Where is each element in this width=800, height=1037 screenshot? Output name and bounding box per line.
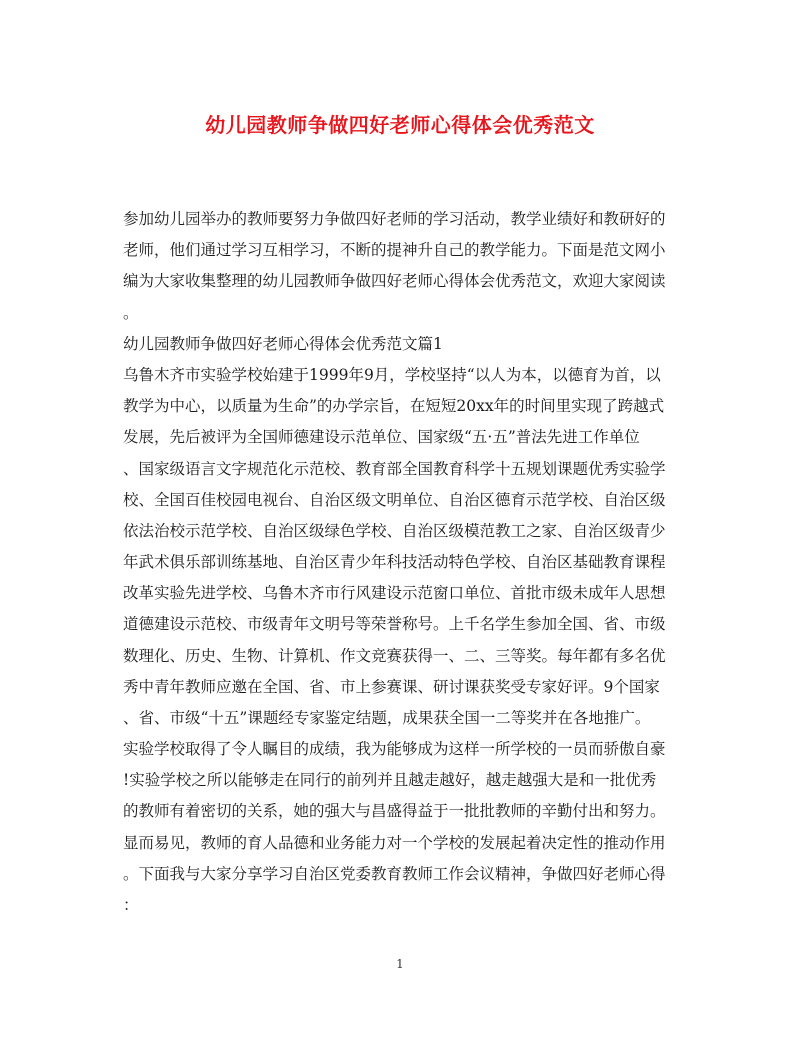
text-line: 秀中青年教师应邀在全国、省、市上参赛课、研讨课获奖受专家好评。9个国家 xyxy=(123,677,660,696)
text-line: 参加幼儿园举办的教师要努力争做四好老师的学习活动，教学业绩好和教研好的 xyxy=(123,210,666,228)
text-line: 显而易见，教师的育人品德和业务能力对一个学校的发展起着决定性的推动作用 xyxy=(123,833,666,852)
section-heading: 幼儿园教师争做四好老师心得体会优秀范文篇1 xyxy=(123,334,443,353)
text-line: 。 xyxy=(123,303,139,322)
text-line: 、国家级语言文字规范化示范校、教育部全国教育科学十五规划课题优秀实验学 xyxy=(123,459,666,478)
text-line: 编为大家收集整理的幼儿园教师争做四好老师心得体会优秀范文，欢迎大家阅读 xyxy=(123,272,666,291)
text-line: 道德建设示范校、市级青年文明号等荣誉称号。上千名学生参加全国、省、市级 xyxy=(123,615,666,634)
text-line: 、省、市级“十五”课题经专家鉴定结题，成果获全国一二等奖并在各地推广。 xyxy=(123,709,651,727)
text-line: 实验学校取得了令人瞩目的成绩，我为能够成为这样一所学校的一员而骄傲自豪 xyxy=(123,740,666,758)
text-line: 发展，先后被评为全国师德建设示范单位、国家级“五·五”普法先进工作单位 xyxy=(123,428,640,447)
text-line: 校、全国百佳校园电视台、自治区级文明单位、自治区德育示范学校、自治区级 xyxy=(123,490,666,509)
text-line: 教学为中心，以质量为生命”的办学宗旨，在短短20xx年的时间里实现了跨越式 xyxy=(123,397,665,416)
text-line: 依法治校示范学校、自治区级绿色学校、自治区级模范教工之家、自治区级青少 xyxy=(123,521,666,540)
text-line: 的教师有着密切的关系，她的强大与昌盛得益于一批批教师的辛勤付出和努力。 xyxy=(123,802,666,821)
body-section-1 xyxy=(123,204,683,734)
text-line: 。下面我与大家分享学习自治区党委教育教师工作会议精神，争做四好老师心得 xyxy=(123,864,666,883)
body-section-2 xyxy=(123,734,683,921)
text-line: !实验学校之所以能够走在同行的前列并且越走越好，越走越强大是和一批优秀 xyxy=(123,771,657,790)
text-line: ： xyxy=(123,895,139,914)
document-title: 幼儿园教师争做四好老师心得体会优秀范文 xyxy=(205,113,595,137)
text-line: 年武术俱乐部训练基地、自治区青少年科技活动特色学校、自治区基础教育课程 xyxy=(123,553,666,572)
page-number: 1 xyxy=(396,957,404,971)
text-line: 改革实验先进学校、乌鲁木齐市行风建设示范窗口单位、首批市级未成年人思想 xyxy=(123,584,666,603)
text-line: 数理化、历史、生物、计算机、作文竞赛获得一、二、三等奖。每年都有多名优 xyxy=(123,646,666,665)
text-line: 乌鲁木齐市实验学校始建于1999年9月，学校坚持“以人为本，以德育为首，以 xyxy=(123,365,661,384)
text-line: 老师，他们通过学习互相学习，不断的提神升自己的教学能力。下面是范文网小 xyxy=(123,241,666,260)
